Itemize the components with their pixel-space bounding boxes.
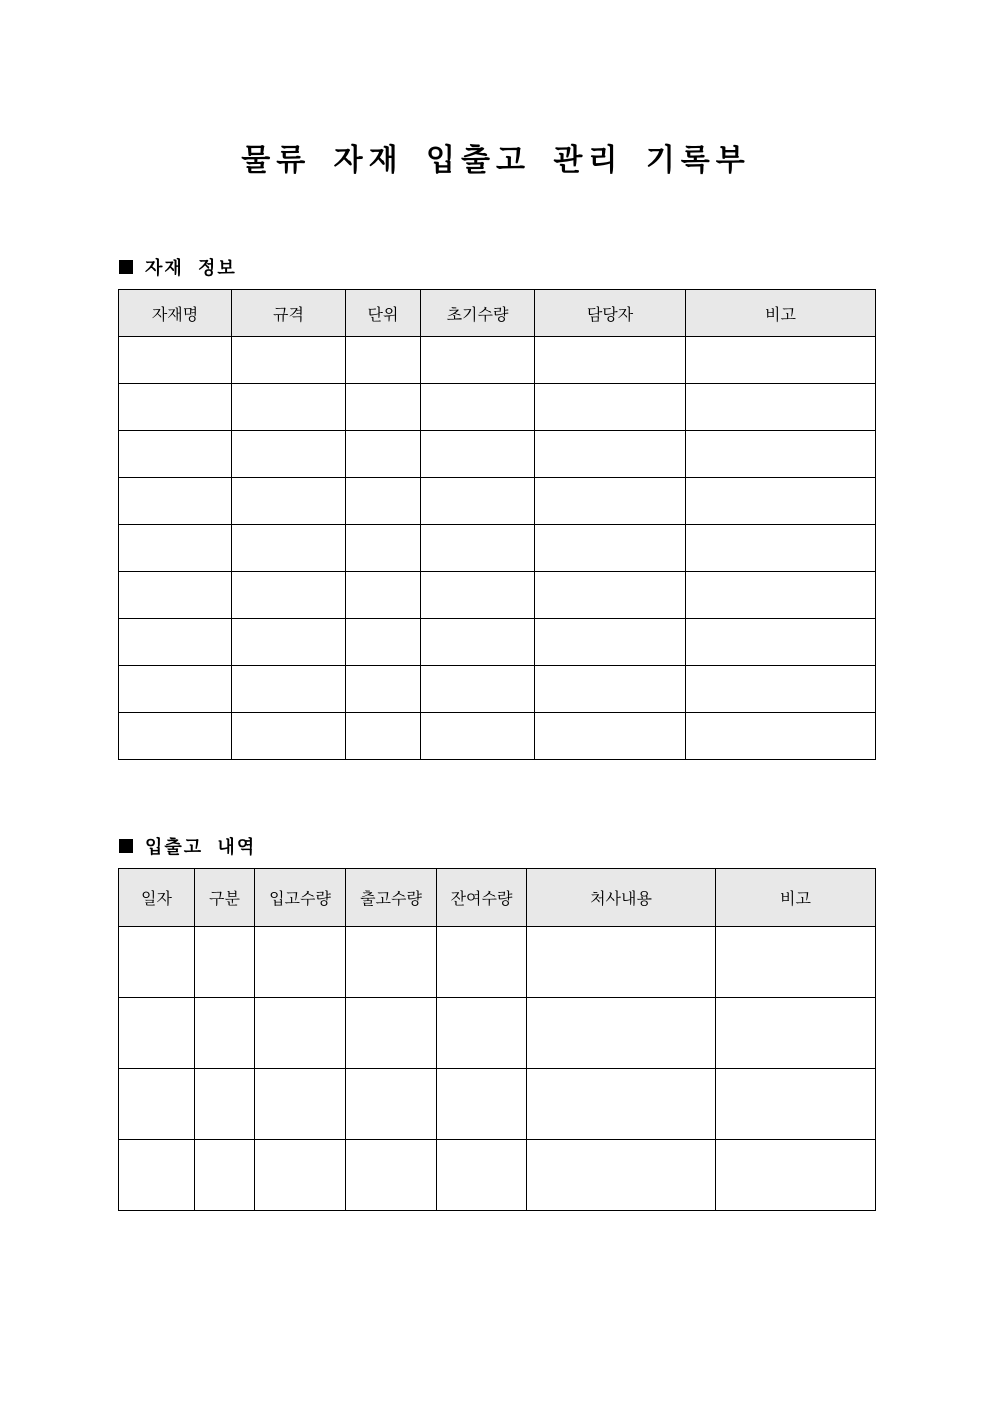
table-cell[interactable]	[346, 666, 421, 713]
table-cell[interactable]	[195, 998, 255, 1069]
table-cell[interactable]	[686, 666, 876, 713]
table-cell[interactable]	[119, 713, 232, 760]
table-row	[119, 998, 876, 1069]
table-cell[interactable]	[255, 1140, 346, 1211]
table-cell[interactable]	[119, 431, 232, 478]
table-cell[interactable]	[527, 1140, 716, 1211]
table-cell[interactable]	[346, 927, 437, 998]
table-cell[interactable]	[716, 998, 876, 1069]
table-row	[119, 1069, 876, 1140]
table-cell[interactable]	[119, 337, 232, 384]
table-cell[interactable]	[535, 337, 686, 384]
table-cell[interactable]	[437, 927, 527, 998]
table-cell[interactable]	[421, 713, 535, 760]
table-cell[interactable]	[232, 525, 346, 572]
table-cell[interactable]	[421, 619, 535, 666]
column-header-details: 처사내용	[527, 869, 716, 927]
table-cell[interactable]	[686, 619, 876, 666]
table-cell[interactable]	[535, 525, 686, 572]
table-cell[interactable]	[346, 384, 421, 431]
table-row	[119, 431, 876, 478]
table-cell[interactable]	[119, 998, 195, 1069]
table-cell[interactable]	[686, 478, 876, 525]
table-cell[interactable]	[232, 666, 346, 713]
table-cell[interactable]	[716, 927, 876, 998]
table-row	[119, 1140, 876, 1211]
column-header-initial-qty: 초기수량	[421, 290, 535, 337]
table-row	[119, 525, 876, 572]
table-row	[119, 666, 876, 713]
table-cell[interactable]	[421, 431, 535, 478]
table-cell[interactable]	[232, 431, 346, 478]
table-cell[interactable]	[255, 927, 346, 998]
table-row	[119, 478, 876, 525]
table-row	[119, 927, 876, 998]
table-cell[interactable]	[686, 337, 876, 384]
table-cell[interactable]	[119, 384, 232, 431]
inout-history-table	[118, 868, 876, 1211]
column-header-remaining-qty: 잔여수량	[437, 869, 527, 927]
table-row	[119, 619, 876, 666]
table-cell[interactable]	[346, 431, 421, 478]
square-bullet-icon	[119, 839, 133, 853]
table-cell[interactable]	[716, 1140, 876, 1211]
table-cell[interactable]	[421, 572, 535, 619]
column-header-date: 일자	[119, 869, 195, 927]
table-cell[interactable]	[346, 1140, 437, 1211]
table-cell[interactable]	[527, 927, 716, 998]
table-cell[interactable]	[119, 478, 232, 525]
table-cell[interactable]	[346, 572, 421, 619]
table-cell[interactable]	[421, 525, 535, 572]
table-cell[interactable]	[346, 337, 421, 384]
table-cell[interactable]	[686, 384, 876, 431]
table-cell[interactable]	[195, 1140, 255, 1211]
table-cell[interactable]	[119, 1140, 195, 1211]
table-cell[interactable]	[346, 998, 437, 1069]
table-cell[interactable]	[119, 927, 195, 998]
table-cell[interactable]	[535, 666, 686, 713]
section-heading-label: 자재 정보	[145, 258, 237, 279]
table-cell[interactable]	[535, 572, 686, 619]
table-cell[interactable]	[421, 478, 535, 525]
table-cell[interactable]	[421, 666, 535, 713]
column-header-spec: 규격	[232, 290, 346, 337]
table-cell[interactable]	[195, 1069, 255, 1140]
table-row	[119, 384, 876, 431]
material-info-table	[118, 289, 876, 760]
table-header-row	[119, 869, 876, 927]
page-title: 물류 자재 입출고 관리 기록부	[241, 143, 751, 178]
table-cell[interactable]	[535, 478, 686, 525]
table-cell[interactable]	[232, 384, 346, 431]
table-cell[interactable]	[527, 1069, 716, 1140]
table-cell[interactable]	[346, 525, 421, 572]
table-cell[interactable]	[527, 998, 716, 1069]
column-header-remarks: 비고	[686, 290, 876, 337]
table-cell[interactable]	[535, 431, 686, 478]
table-cell[interactable]	[535, 384, 686, 431]
table-cell[interactable]	[437, 1140, 527, 1211]
column-header-type: 구분	[195, 869, 255, 927]
table-cell[interactable]	[686, 572, 876, 619]
table-cell[interactable]	[255, 998, 346, 1069]
column-header-unit: 단위	[346, 290, 421, 337]
section-heading-material	[119, 254, 237, 280]
table-cell[interactable]	[716, 1069, 876, 1140]
table-cell[interactable]	[686, 431, 876, 478]
square-bullet-icon	[119, 260, 133, 274]
table-cell[interactable]	[421, 337, 535, 384]
section-heading-history	[119, 833, 256, 859]
table-row	[119, 337, 876, 384]
table-cell[interactable]	[686, 525, 876, 572]
column-header-remarks: 비고	[716, 869, 876, 927]
table-cell[interactable]	[437, 1069, 527, 1140]
section-heading-label: 입출고 내역	[145, 837, 257, 858]
table-cell[interactable]	[346, 619, 421, 666]
table-cell[interactable]	[232, 337, 346, 384]
table-cell[interactable]	[437, 998, 527, 1069]
table-cell[interactable]	[119, 525, 232, 572]
table-cell[interactable]	[119, 666, 232, 713]
table-header-row	[119, 290, 876, 337]
table-cell[interactable]	[195, 927, 255, 998]
column-header-out-qty: 출고수량	[346, 869, 437, 927]
column-header-manager: 담당자	[535, 290, 686, 337]
table-cell[interactable]	[119, 1069, 195, 1140]
table-row	[119, 713, 876, 760]
table-cell[interactable]	[119, 619, 232, 666]
table-cell[interactable]	[535, 619, 686, 666]
table-cell[interactable]	[232, 478, 346, 525]
table-cell[interactable]	[232, 572, 346, 619]
table-cell[interactable]	[535, 713, 686, 760]
column-header-in-qty: 입고수량	[255, 869, 346, 927]
table-cell[interactable]	[686, 713, 876, 760]
table-cell[interactable]	[346, 478, 421, 525]
table-cell[interactable]	[119, 572, 232, 619]
table-cell[interactable]	[232, 619, 346, 666]
table-cell[interactable]	[421, 384, 535, 431]
table-cell[interactable]	[255, 1069, 346, 1140]
table-cell[interactable]	[232, 713, 346, 760]
table-row	[119, 572, 876, 619]
column-header-material-name: 자재명	[119, 290, 232, 337]
table-cell[interactable]	[346, 713, 421, 760]
table-cell[interactable]	[346, 1069, 437, 1140]
